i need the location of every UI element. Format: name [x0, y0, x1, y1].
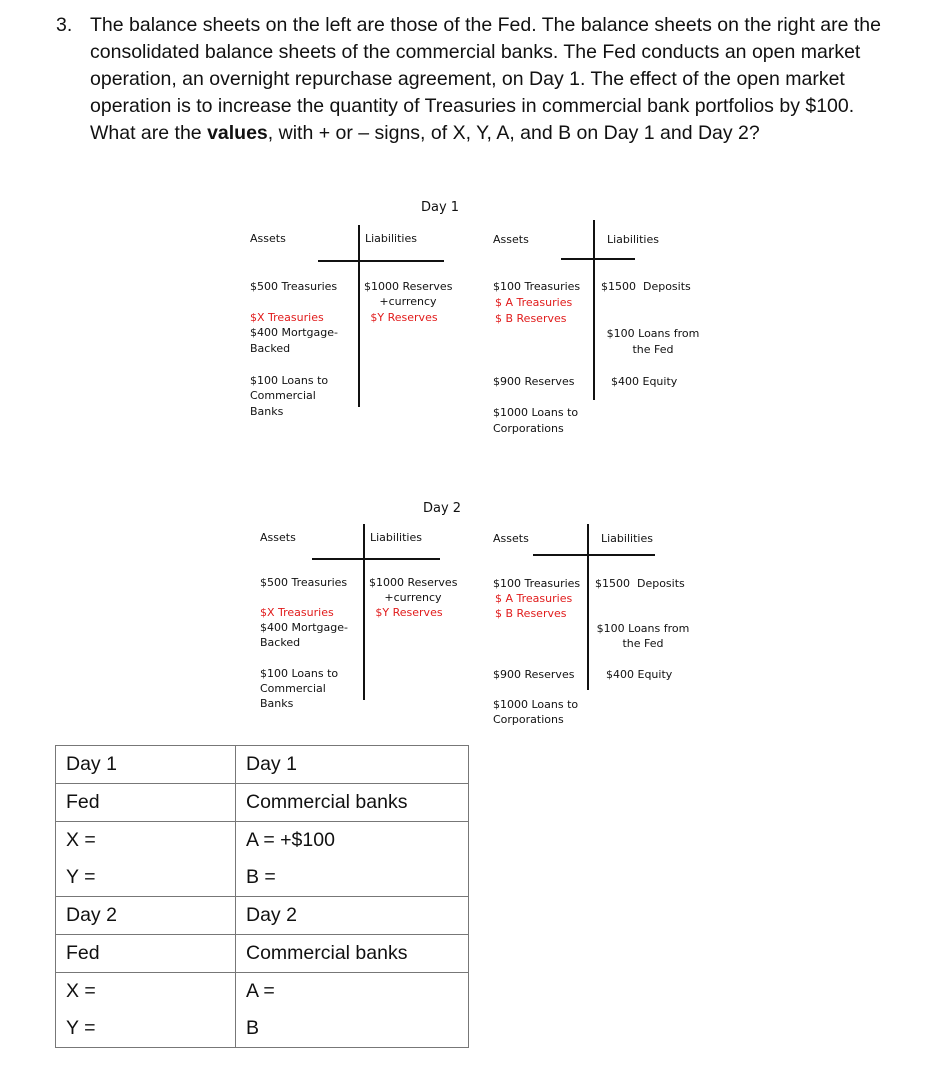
fed-liability-currency: +currency — [379, 295, 437, 308]
t-account-horizontal-line — [561, 258, 635, 260]
answer-cell-fed-day2-header: Day 2 — [56, 897, 236, 935]
t-account-horizontal-line — [533, 554, 655, 556]
answer-cell-x-day2[interactable]: X = — [56, 973, 236, 1011]
fed-asset-mortgage: $400 Mortgage- — [260, 621, 348, 634]
banks-asset-loans: $1000 Loans to — [493, 406, 579, 419]
fed-asset-mortgage: $400 Mortgage- — [250, 326, 338, 339]
banks-asset-loans-cont: Corporations — [493, 713, 564, 726]
answer-cell-fed-day1-header: Day 1 — [56, 746, 236, 784]
banks-assets-header: Assets — [493, 532, 529, 545]
fed-liabilities-header: Liabilities — [370, 531, 422, 544]
t-account-vertical-line — [593, 220, 595, 400]
t-account-horizontal-line — [312, 558, 440, 560]
banks-liability-deposits: $1500 Deposits — [601, 280, 691, 293]
fed-asset-x-treasuries: $X Treasuries — [250, 311, 324, 324]
banks-asset-reserves: $900 Reserves — [493, 375, 575, 388]
table-row — [56, 897, 469, 935]
banks-liability-equity: $400 Equity — [611, 375, 678, 388]
fed-liabilities-header: Liabilities — [365, 232, 417, 245]
table-row — [56, 973, 469, 1011]
question-text: The balance sheets on the left are those of the Fed. The balance sheets on the right are the consolidated balance sheets of the commercial banks. The Fed conducts an open market operation, an overnight repurchase agreement, on Day 1. The effect of the open market operation is to increase the quantity of Treasuries in commercial bank portfolios by $100. What are the values, with + or – signs, of X, Y, A, and B on Day 1 and Day 2? — [90, 14, 881, 144]
fed-asset-treasuries: $500 Treasuries — [250, 280, 338, 293]
fed-liability-y-reserves: $Y Reserves — [370, 311, 438, 324]
banks-asset-treasuries: $100 Treasuries — [493, 577, 581, 590]
banks-asset-reserves: $900 Reserves — [493, 668, 575, 681]
fed-asset-loans: $100 Loans to — [260, 667, 339, 680]
answer-table — [55, 745, 469, 1048]
day2-label: Day 2 — [423, 501, 462, 516]
fed-asset-treasuries: $500 Treasuries — [260, 576, 348, 589]
answer-cell-fed-label: Fed — [56, 784, 236, 822]
question — [24, 12, 904, 147]
answer-cell-a-day2[interactable]: A = — [236, 973, 469, 1011]
banks-liability-loans-from-fed-cont: the Fed — [632, 343, 674, 356]
table-row — [56, 822, 469, 860]
banks-assets-header: Assets — [493, 233, 529, 246]
answer-cell-y-day1[interactable]: Y = — [56, 859, 236, 897]
answer-cell-banks-label: Commercial banks — [236, 784, 469, 822]
t-account-vertical-line — [587, 524, 589, 690]
day1-label: Day 1 — [421, 200, 460, 215]
banks-liability-loans-from-fed: $100 Loans from — [606, 327, 700, 340]
fed-asset-loans-cont2: Banks — [250, 405, 284, 418]
answer-cell-banks-label: Commercial banks — [236, 935, 469, 973]
fed-liability-reserves: $1000 Reserves — [369, 576, 458, 589]
banks-liability-deposits: $1500 Deposits — [595, 577, 685, 590]
answer-cell-y-day2[interactable]: Y = — [56, 1010, 236, 1048]
fed-asset-loans-cont: Commercial — [250, 389, 316, 402]
fed-liability-currency: +currency — [384, 591, 442, 604]
fed-asset-x-treasuries: $X Treasuries — [260, 606, 334, 619]
answer-cell-x-day1[interactable]: X = — [56, 822, 236, 860]
banks-asset-b-reserves: $ B Reserves — [495, 312, 567, 325]
answer-cell-banks-day1-header: Day 1 — [236, 746, 469, 784]
table-row — [56, 1010, 469, 1048]
banks-liability-loans-from-fed: $100 Loans from — [596, 622, 690, 635]
answer-cell-b-day2[interactable]: B — [236, 1010, 469, 1048]
question-number: 3. — [56, 14, 73, 36]
answer-cell-a-day1[interactable]: A = +$100 — [236, 822, 469, 860]
banks-liability-loans-from-fed-cont: the Fed — [622, 637, 664, 650]
fed-assets-header: Assets — [250, 232, 286, 245]
t-account-vertical-line — [358, 225, 360, 407]
fed-asset-loans-cont2: Banks — [260, 697, 294, 710]
answer-cell-banks-day2-header: Day 2 — [236, 897, 469, 935]
banks-asset-a-treasuries: $ A Treasuries — [495, 296, 573, 309]
banks-asset-treasuries: $100 Treasuries — [493, 280, 581, 293]
fed-liability-reserves: $1000 Reserves — [364, 280, 453, 293]
banks-asset-loans: $1000 Loans to — [493, 698, 579, 711]
banks-liabilities-header: Liabilities — [601, 532, 653, 545]
fed-asset-mortgage-cont: Backed — [260, 636, 301, 649]
fed-asset-loans: $100 Loans to — [250, 374, 329, 387]
banks-liabilities-header: Liabilities — [607, 233, 659, 246]
t-account-vertical-line — [363, 524, 365, 700]
table-row — [56, 859, 469, 897]
fed-liability-y-reserves: $Y Reserves — [375, 606, 443, 619]
table-row — [56, 784, 469, 822]
t-account-horizontal-line — [318, 260, 444, 262]
banks-asset-b-reserves: $ B Reserves — [495, 607, 567, 620]
fed-asset-loans-cont: Commercial — [260, 682, 326, 695]
answer-cell-b-day1[interactable]: B = — [236, 859, 469, 897]
banks-liability-equity: $400 Equity — [606, 668, 673, 681]
banks-asset-loans-cont: Corporations — [493, 422, 564, 435]
banks-asset-a-treasuries: $ A Treasuries — [495, 592, 573, 605]
table-row — [56, 746, 469, 784]
fed-asset-mortgage-cont: Backed — [250, 342, 291, 355]
question-bold-word: values — [207, 122, 268, 144]
fed-assets-header: Assets — [260, 531, 296, 544]
answer-cell-fed-label: Fed — [56, 935, 236, 973]
table-row — [56, 935, 469, 973]
